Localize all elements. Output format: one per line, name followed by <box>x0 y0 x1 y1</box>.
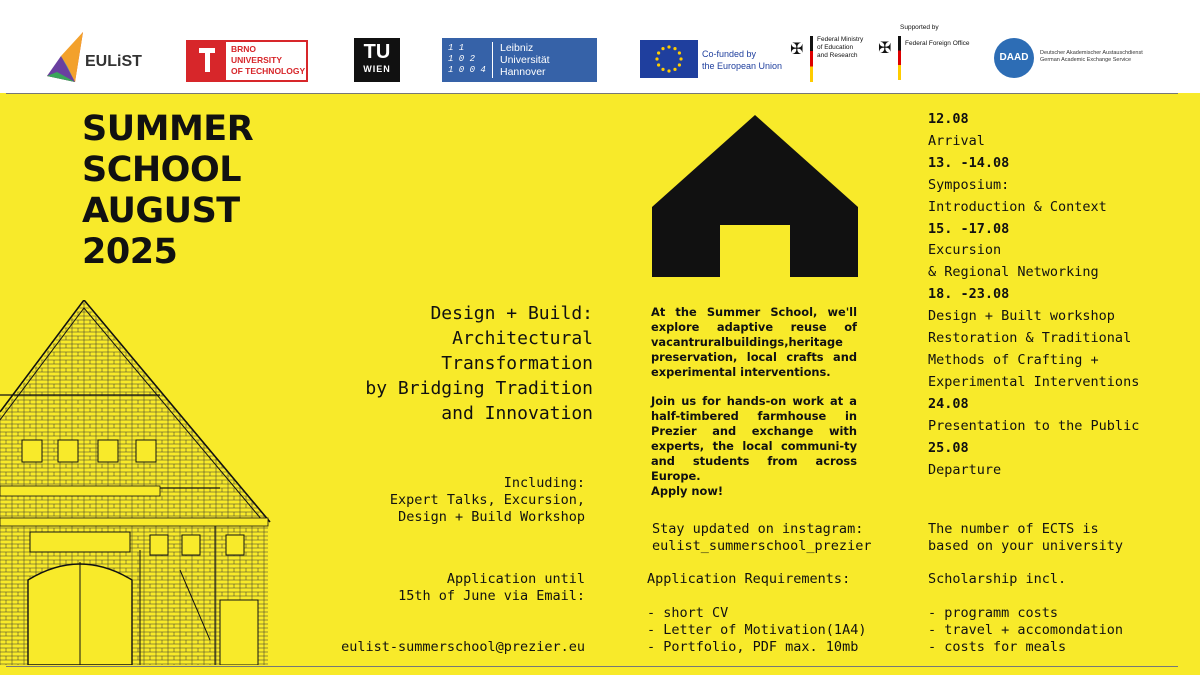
schedule-item: Methods of Crafting + <box>928 351 1099 368</box>
brno-line: OF TECHNOLOGY <box>231 66 306 76</box>
supported-by-label: Supported by <box>900 24 939 31</box>
including-line: Including: <box>503 475 585 491</box>
daad-line: Deutscher Akademischer Austauschdienst <box>1040 50 1143 56</box>
schedule-date: 25.08 <box>928 439 969 456</box>
description-paragraph: Join us for hands-on work at a half-timbered farmhouse in Prezier and exchange with experts, the local communi-ty and students from across Europe. <box>651 394 857 483</box>
scholarship-list <box>928 605 1123 656</box>
subtitle-line: and Innovation <box>441 403 593 424</box>
schedule-item: Design + Built workshop <box>928 308 1115 325</box>
luh-number-line: 1 0 0 4 <box>448 65 486 75</box>
headline-line: 2025 <box>82 232 178 272</box>
schedule-date: 18. -23.08 <box>928 286 1010 303</box>
house-icon <box>652 115 858 277</box>
instagram-info <box>652 521 871 555</box>
schedule-item: Excursion <box>928 242 1002 259</box>
requirements-title: Application Requirements: <box>647 571 851 587</box>
brno-t-icon <box>188 42 226 80</box>
brno-university-logo <box>186 40 308 82</box>
bmbf-logo <box>790 36 870 82</box>
daad-logo <box>994 38 1164 78</box>
schedule-item: Arrival <box>928 132 985 149</box>
tu-wien-logo <box>354 38 400 82</box>
program-subtitle <box>365 301 593 426</box>
federal-eagle-icon: ✠ <box>878 38 892 57</box>
eu-line: Co-funded by <box>702 49 757 59</box>
scholarship-title: Scholarship incl. <box>928 571 1067 587</box>
application-deadline <box>398 571 585 605</box>
application-line: Application until <box>446 571 585 587</box>
luh-line: Hannover <box>500 66 546 78</box>
ects-line: The number of ECTS is <box>928 521 1099 537</box>
headline-line: SCHOOL <box>82 150 241 190</box>
including-line: Design + Build Workshop <box>398 509 585 525</box>
scholarship-item: - programm costs <box>928 605 1059 621</box>
program-description <box>651 305 857 499</box>
schedule-item: Experimental Interventions <box>928 373 1140 390</box>
schedule-item: Presentation to the Public <box>928 417 1140 434</box>
schedule-date: 24.08 <box>928 395 969 412</box>
application-line: 15th of June via Email: <box>398 588 585 604</box>
schedule-date: 12.08 <box>928 111 969 127</box>
description-paragraph: At the Summer School, we'll explore adaptive reuse of vacantruralbuildings,heritage preservation, local crafts and experimental interventions. <box>651 305 857 379</box>
instagram-handle[interactable]: eulist_summerschool_prezier <box>652 538 872 554</box>
schedule <box>928 109 1139 481</box>
tu-wien-mark: TU <box>363 41 391 63</box>
bmbf-line: and Research <box>817 52 858 59</box>
eu-cofunded-logo <box>640 40 785 80</box>
luh-line: Leibniz <box>500 42 534 54</box>
requirement-item: - short CV <box>647 605 729 621</box>
foreign-office-name: Federal Foreign Office <box>905 40 970 47</box>
schedule-item: Restoration & Traditional <box>928 330 1132 347</box>
luh-line: Universität <box>500 54 550 66</box>
poster <box>0 93 1200 675</box>
schedule-item: Departure <box>928 461 1002 478</box>
requirement-item: - Letter of Motivation(1A4) <box>647 622 867 638</box>
scholarship-item: - travel + accomondation <box>928 622 1124 638</box>
instagram-label: Stay updated on instagram: <box>652 521 864 537</box>
subtitle-line: Transformation <box>441 353 593 374</box>
schedule-item: & Regional Networking <box>928 264 1099 281</box>
headline-line: SUMMER <box>82 109 254 149</box>
eu-line: the European Union <box>702 61 783 71</box>
subtitle-line: Architectural <box>452 328 593 349</box>
leibniz-hannover-logo <box>442 38 597 82</box>
schedule-item: Symposium: <box>928 176 1010 193</box>
requirement-item: - Portfolio, PDF max. 10mb <box>647 639 859 655</box>
brno-line: UNIVERSITY <box>231 55 283 65</box>
subtitle-line: by Bridging Tradition <box>365 378 593 399</box>
headline-line: AUGUST <box>82 191 240 231</box>
federal-eagle-icon: ✠ <box>790 39 804 58</box>
subtitle-line: Design + Build: <box>430 303 593 324</box>
brno-line: BRNO <box>231 44 257 54</box>
including-text <box>390 475 585 526</box>
tu-wien-name: WIEN <box>363 64 391 74</box>
eu-flag-icon <box>640 40 698 78</box>
contact-email[interactable]: eulist-summerschool@prezier.eu <box>341 639 585 655</box>
ects-info <box>928 521 1123 555</box>
bmbf-line: of Education <box>817 44 854 51</box>
bmbf-line: Federal Ministry <box>817 36 864 43</box>
top-divider <box>6 93 1178 94</box>
logo-bar <box>0 0 1200 93</box>
eulist-name: EULiST <box>85 53 142 70</box>
schedule-item: Introduction & Context <box>928 198 1107 215</box>
luh-number-line: 1 0 2 <box>448 54 476 64</box>
requirements-list <box>647 605 866 656</box>
scholarship-item: - costs for meals <box>928 639 1067 655</box>
foreign-office-logo <box>878 24 988 80</box>
daad-line: German Academic Exchange Service <box>1040 57 1132 63</box>
bottom-divider <box>6 666 1178 667</box>
eulist-triangle-icon <box>45 32 85 84</box>
including-line: Expert Talks, Excursion, <box>389 492 585 508</box>
daad-mark: DAAD <box>994 38 1034 78</box>
ects-line: based on your university <box>928 538 1124 554</box>
farmhouse-drawing <box>0 300 275 665</box>
schedule-date: 15. -17.08 <box>928 220 1010 237</box>
apply-now-text: Apply now! <box>651 484 724 498</box>
headline <box>82 109 253 273</box>
schedule-date: 13. -14.08 <box>928 154 1010 171</box>
eulist-logo <box>45 32 155 84</box>
luh-number-line: 1 1 <box>448 43 465 53</box>
